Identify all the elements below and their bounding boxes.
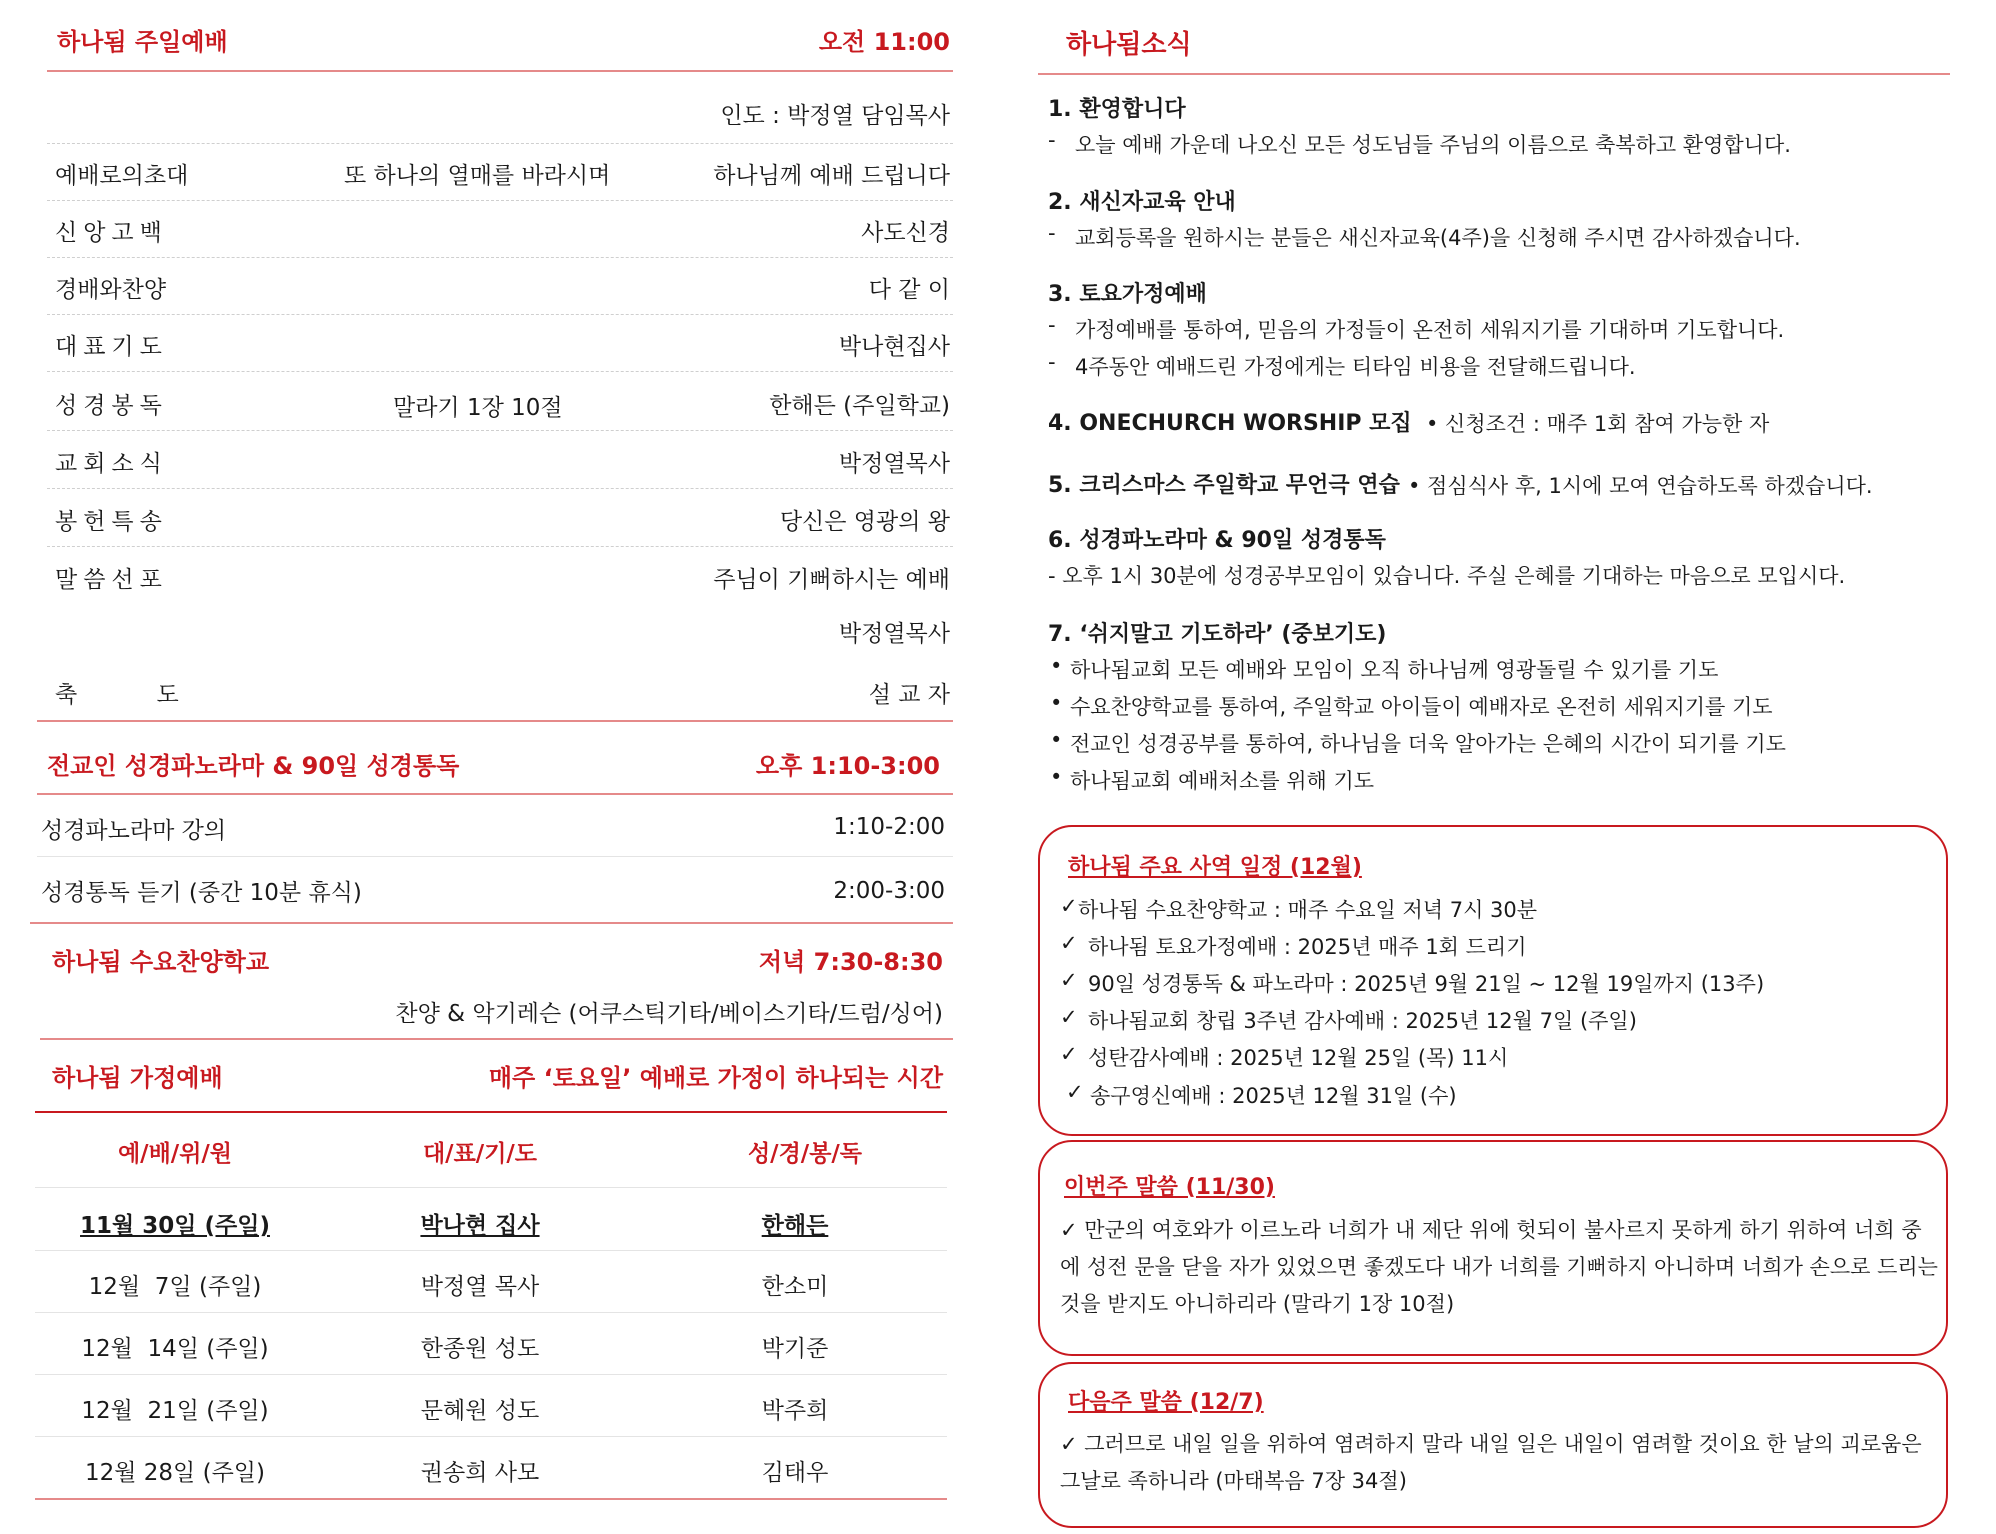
panorama-item-time: 2:00-3:00: [833, 878, 945, 904]
schedule-item: 90일 성경통독 & 파노라마 : 2025년 9월 21일 ~ 12월 19일까지 (13주): [1088, 972, 1765, 996]
bullet-icon: •: [1050, 691, 1063, 715]
news-dash: -: [1048, 313, 1056, 337]
next-week-verse: ✓ 그러므로 내일 일을 위하여 염려하지 말라 내일 일은 내일이 염려할 것이요 한 날의 괴로움은 그날로 족하니라 (마태복음 7장 34절): [1060, 1432, 1922, 1493]
news-line: - 오후 1시 30분에 성경공부모임이 있습니다. 주실 은혜를 기대하는 마음으로 모입시다.: [1048, 564, 1846, 588]
news-line: 교회등록을 원하시는 분들은 새신자교육(4주)을 신청해 주시면 감사하겠습니다.: [1075, 226, 1801, 250]
divider: [1038, 73, 1950, 75]
service-item-leader: 사도신경: [861, 220, 950, 246]
duty-reader: 김태우: [761, 1460, 829, 1486]
check-icon: ✓: [1060, 1042, 1078, 1066]
news-note: • 점심식사 후, 1시에 모여 연습하도록 하겠습니다.: [1408, 474, 1873, 498]
news-title: 하나됨소식: [1066, 30, 1192, 60]
duty-reader: 박기준: [761, 1336, 829, 1362]
panorama-title: 전교인 성경파노라마 & 90일 성경통독: [47, 752, 460, 780]
news-dash: -: [1048, 350, 1056, 374]
check-icon: ✓: [1060, 968, 1078, 992]
wednesday-time: 저녁 7:30-8:30: [758, 948, 943, 976]
divider: [47, 70, 953, 72]
schedule-title: 하나됨 주요 사역 일정 (12월): [1068, 855, 1362, 880]
duty-date: 12월 7일 (주일): [88, 1274, 262, 1300]
schedule-item: 하나됨 토요가정예배 : 2025년 매주 1회 드리기: [1088, 935, 1527, 959]
news-line: 4주동안 예배드린 가정에게는 티타임 비용을 전달해드립니다.: [1075, 355, 1636, 379]
bullet-icon: •: [1050, 654, 1063, 678]
divider: [35, 1111, 947, 1113]
service-item-label: 봉헌특송: [55, 509, 168, 535]
news-heading: 7. ‘쉬지말고 기도하라’ (중보기도): [1048, 622, 1387, 647]
duty-reader: 한해든: [761, 1213, 829, 1239]
duty-prayer: 박정열 목사: [420, 1274, 540, 1300]
divider: [30, 922, 953, 924]
worship-title: 하나됨 주일예배: [57, 28, 228, 56]
next-week-title: 다음주 말씀 (12/7): [1068, 1390, 1264, 1415]
worship-leader: 인도 : 박정열 담임목사: [720, 103, 950, 129]
duty-date: 12월 14일 (주일): [81, 1336, 269, 1362]
this-week-verse: ✓ 만군의 여호와가 이르노라 너희가 내 제단 위에 헛되이 불사르지 못하게 하기 위하여 너희 중에 성전 문을 닫을 자가 있었으면 좋겠도다 내가 너희를 기뻐하지 아니하며 너희가 손으로 드리는 것을 받지도 아니하리라 (말라기 1장 10절): [1060, 1218, 1938, 1316]
service-item-leader: 당신은 영광의 왕: [779, 509, 950, 535]
schedule-item: 하나됨교회 창립 3주년 감사예배 : 2025년 12월 7일 (주일): [1088, 1009, 1637, 1033]
benediction-label: 축 도: [55, 682, 215, 708]
panorama-item-time: 1:10-2:00: [833, 814, 945, 840]
service-item-leader: 박정열목사: [838, 451, 950, 477]
prayer-item: 수요찬양학교를 통하여, 주일학교 아이들이 예배자로 온전히 세워지기를 기도: [1070, 695, 1773, 719]
divider: [47, 314, 953, 315]
schedule-item: 성탄감사예배 : 2025년 12월 25일 (목) 11시: [1088, 1046, 1509, 1070]
news-heading: 3. 토요가정예배: [1048, 282, 1207, 307]
service-item-leader: 다 같 이: [868, 277, 950, 303]
divider: [47, 371, 953, 372]
check-icon: ✓: [1060, 931, 1078, 955]
duty-reader: 박주희: [761, 1398, 829, 1424]
divider: [35, 1187, 947, 1188]
divider: [37, 720, 953, 722]
wednesday-desc: 찬양 & 악기레슨 (어쿠스틱기타/베이스기타/드럼/싱어): [395, 1001, 943, 1027]
prayer-item: 하나됨교회 모든 예배와 모임이 오직 하나님께 영광돌릴 수 있기를 기도: [1070, 658, 1719, 682]
divider: [47, 143, 953, 144]
divider: [35, 1436, 947, 1437]
sermon-preacher: 박정열목사: [838, 621, 950, 647]
bullet-icon: •: [1050, 765, 1063, 789]
schedule-item: 하나됨 수요찬양학교 : 매주 수요일 저녁 7시 30분: [1078, 898, 1538, 922]
news-dash: -: [1048, 221, 1056, 245]
news-dash: -: [1048, 128, 1056, 152]
duty-prayer: 권송희 사모: [420, 1460, 540, 1486]
news-line: 가정예배를 통하여, 믿음의 가정들이 온전히 세워지기를 기대하며 기도합니다.: [1075, 318, 1785, 342]
check-icon: ✓: [1060, 1005, 1078, 1029]
duty-prayer: 박나현 집사: [420, 1213, 540, 1239]
divider: [35, 1498, 947, 1500]
service-item-leader: 하나님께 예배 드립니다: [713, 163, 950, 189]
divider: [37, 856, 953, 857]
duty-reader: 한소미: [761, 1274, 829, 1300]
service-item-leader: 박나현집사: [838, 334, 950, 360]
news-heading: 2. 새신자교육 안내: [1048, 190, 1236, 215]
divider: [47, 430, 953, 431]
duty-header-prayer: 대/표/기/도: [422, 1141, 538, 1167]
benediction-leader: 설 교 자: [868, 682, 950, 708]
duty-header-reading: 성/경/봉/독: [747, 1141, 863, 1167]
prayer-item: 하나됨교회 예배처소를 위해 기도: [1070, 769, 1375, 793]
duty-prayer: 한종원 성도: [420, 1336, 540, 1362]
news-heading: 1. 환영합니다: [1048, 97, 1186, 122]
schedule-item: 송구영신예배 : 2025년 12월 31일 (수): [1090, 1084, 1457, 1108]
wednesday-title: 하나됨 수요찬양학교: [52, 948, 270, 976]
duty-date: 11월 30일 (주일): [80, 1213, 270, 1239]
check-icon: ✓: [1060, 894, 1078, 918]
divider: [35, 1250, 947, 1251]
news-heading: 4. ONECHURCH WORSHIP 모집: [1048, 411, 1412, 436]
worship-time: 오전 11:00: [818, 28, 950, 56]
service-item-detail: 또 하나의 열매를 바라시며: [344, 163, 611, 189]
service-item-label: 경배와찬양: [55, 277, 167, 303]
service-item-label: 교회소식: [55, 451, 168, 477]
this-week-title: 이번주 말씀 (11/30): [1064, 1175, 1275, 1200]
family-subtitle: 매주 ‘토요일’ 예배로 가정이 하나되는 시간: [488, 1064, 943, 1092]
duty-date: 12월 21일 (주일): [81, 1398, 269, 1424]
prayer-item: 전교인 성경공부를 통하여, 하나님을 더욱 알아가는 은혜의 시간이 되기를 기도: [1070, 732, 1786, 756]
duty-prayer: 문혜원 성도: [420, 1398, 540, 1424]
divider: [35, 1374, 947, 1375]
news-note: • 신청조건 : 매주 1회 참여 가능한 자: [1426, 412, 1770, 436]
panorama-item-label: 성경파노라마 강의: [41, 818, 227, 844]
service-item-label: 말씀선포: [55, 567, 168, 593]
service-item-label: 예배로의초대: [55, 163, 189, 189]
service-item-leader: 주님이 기뻐하시는 예배: [713, 567, 950, 593]
divider: [37, 793, 953, 795]
news-line: 오늘 예배 가운데 나오신 모든 성도님들 주님의 이름으로 축복하고 환영합니다.: [1075, 133, 1791, 157]
news-heading: 6. 성경파노라마 & 90일 성경통독: [1048, 528, 1386, 553]
service-item-label: 대표기도: [55, 334, 168, 360]
service-item-leader: 한해든 (주일학교): [769, 393, 950, 419]
check-icon: ✓: [1066, 1080, 1084, 1104]
duty-header-worship-committee: 예/배/위/원: [117, 1141, 233, 1167]
service-item-label: 성경봉독: [55, 393, 168, 419]
panorama-time: 오후 1:10-3:00: [755, 752, 940, 780]
panorama-item-label: 성경통독 듣기 (중간 10분 휴식): [41, 880, 362, 906]
bullet-icon: •: [1050, 728, 1063, 752]
family-title: 하나됨 가정예배: [52, 1064, 223, 1092]
divider: [47, 488, 953, 489]
divider: [47, 200, 953, 201]
divider: [47, 546, 953, 547]
divider: [47, 257, 953, 258]
divider: [40, 1038, 953, 1040]
service-item-label: 신앙고백: [55, 220, 168, 246]
divider: [35, 1312, 947, 1313]
duty-date: 12월 28일 (주일): [85, 1460, 265, 1486]
news-heading: 5. 크리스마스 주일학교 무언극 연습: [1048, 473, 1400, 498]
service-item-detail: 말라기 1장 10절: [393, 395, 563, 421]
